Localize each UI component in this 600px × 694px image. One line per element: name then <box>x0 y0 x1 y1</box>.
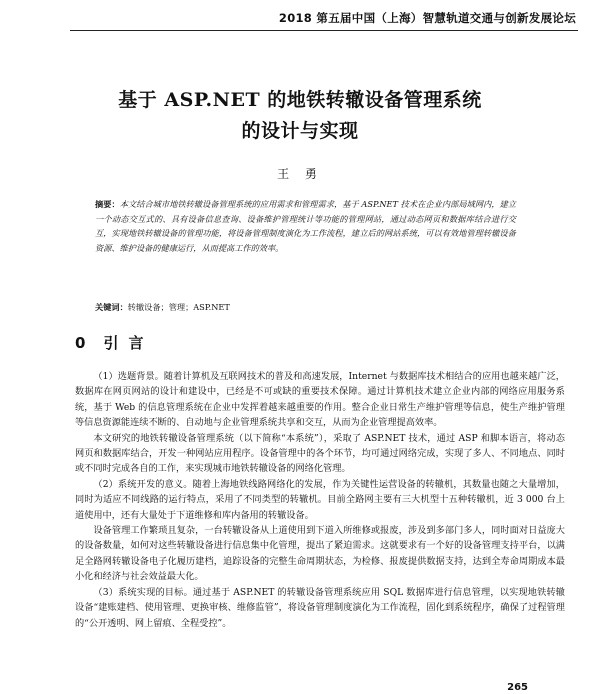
body-text <box>75 369 565 631</box>
paragraph: （1）选题背景。随着计算机及互联网技术的普及和高速发展，Internet 与数据库技术相结合的应用也越来越广泛，数据库在网页网站的设计和建设中，已经是不可或缺的重要技术保障。通过计算机技术建立企业内部的网络应用服务系统，基于 Web 的信息管理系统在企业中发挥着越来越重要的作用。整合企业日常生产维护管理等信息，使生产维护管理等信息资源能连续不断的、自动地与企业管理系统共享和交互，从而为企业管理提高效率。 <box>75 371 565 429</box>
author-name: 王 勇 <box>277 167 323 181</box>
section-title: 引言 <box>103 334 154 352</box>
paper-title-line-1: 基于 ASP.NET 的地铁转辙设备管理系统 <box>118 89 482 111</box>
keywords-label: 关键词： <box>95 302 128 312</box>
header-divider <box>70 30 578 31</box>
paper-title-line-2: 的设计与实现 <box>241 120 359 142</box>
running-header: 2018 第五届中国（上海）智慧轨道交通与创新发展论坛 <box>278 11 576 25</box>
paragraph: （3）系统实现的目标。通过基于 ASP.NET 的转辙设备管理系统应用 SQL 数据库进行信息管理，以实现地铁转辙设备“建账建档、使用管理、更换审核、维修监管”，将设备管理制度演化为工作流程，固化到系统程序，确保了过程管理的“公开透明、网上留痕、全程受控”。 <box>75 586 565 629</box>
paragraph: 设备管理工作繁琐且复杂，一台转辙设备从上道使用到下道入所维修或报废，涉及到多部门多人，同时面对日益庞大的设备数量，如何对这些转辙设备进行信息集中化管理，提出了紧迫需求。这就要求有一个好的设备管理支持平台，以满足全路网转辙设备电子化履历建档，追踪设备的完整生命周期状态，为检修、报废提供数据支持，达到全寿命周期成本最小化和经济与社会效益最大化。 <box>75 525 565 583</box>
page-number: 265 <box>507 682 528 693</box>
abstract-label: 摘要： <box>95 199 120 209</box>
section-heading <box>75 332 153 353</box>
paragraph: （2）系统开发的意义。随着上海地铁线路网络化的发展，作为关键性运营设备的转辙机，其数量也随之大量增加，同时为适应不同线路的运行特点，采用了不同类型的转辙机。目前全路网主要有三大机型十五种转辙机，近 3 000 台上道使用中，还有大量处于下道维修和库内备用的转辙设备。 <box>75 478 565 521</box>
abstract-text: 本文结合城市地铁转辙设备管理系统的应用需求和管理需求，基于 ASP.NET 技术在企业内部局域网内，建立一个动态交互式的、具有设备信息查询、设备维护管理统计等功能的管理网站，通过动态网页和数据库结合进行交互，实现地铁转辙设备的管理功能，将设备管理制度演化为工作流程，建立后的网站系统，可以有效地管理转辙设备资源、维护设备的健康运行，从而提高工作的效率。 <box>95 199 516 253</box>
section-number: 0 <box>75 334 86 352</box>
abstract <box>95 197 516 255</box>
paragraph: 本文研究的地铁转辙设备管理系统（以下简称“本系统”），采取了 ASP.NET 技术，通过 ASP 和脚本语言，将动态网页和数据库结合，开发一种网站应用程序。设备管理中的各个环节，均可通过网络完成，实现了多人、不同地点、同时或不同时完成各自的工作，来实现城市地铁转辙设备的网络化管理。 <box>75 432 565 475</box>
keywords <box>95 300 516 314</box>
keywords-text: 转辙设备；管理；ASP.NET <box>127 302 230 312</box>
